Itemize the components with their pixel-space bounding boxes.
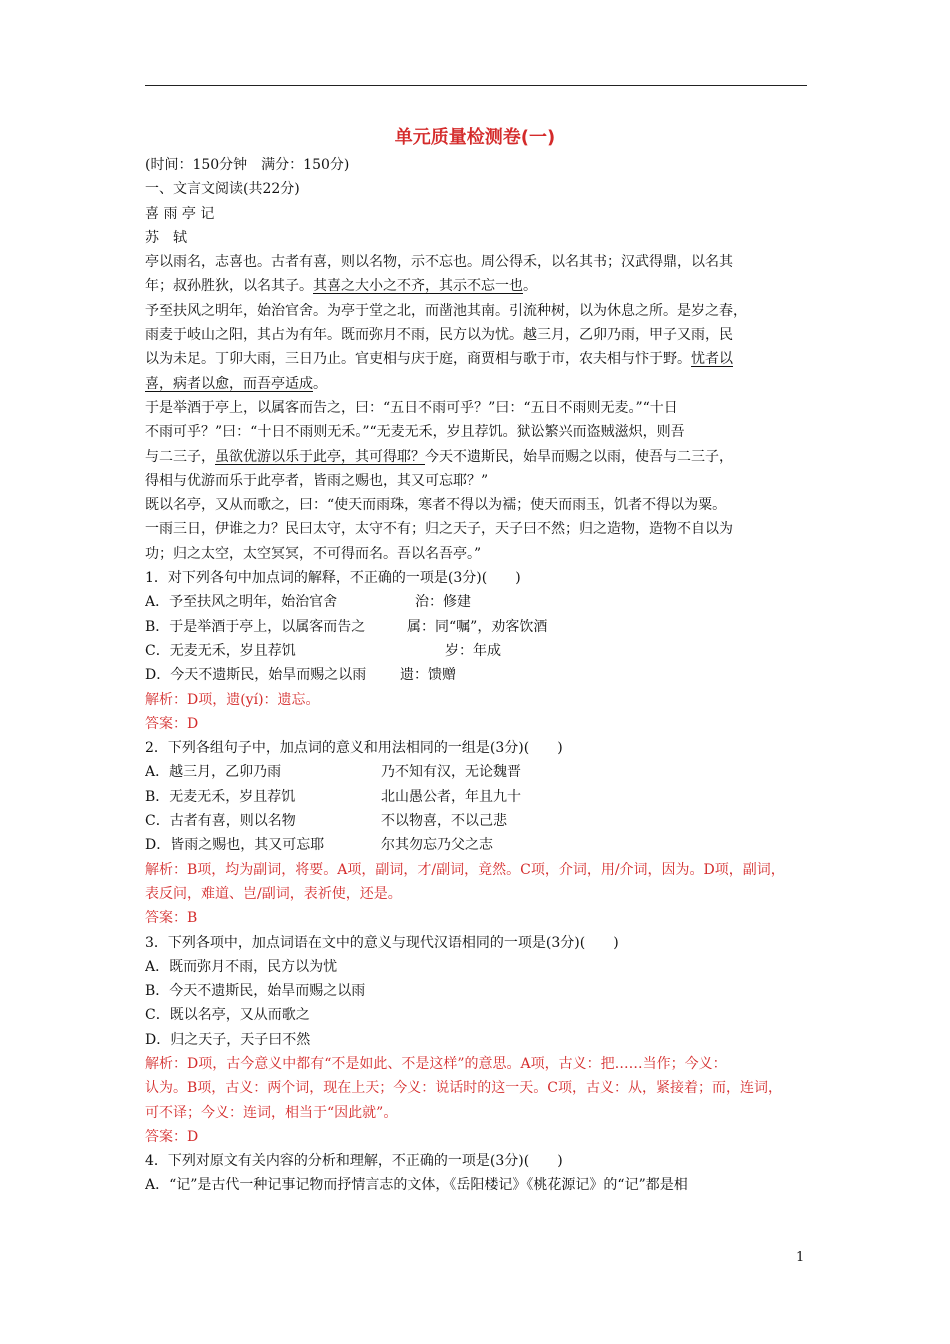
- page-number: 1: [796, 1250, 805, 1265]
- header-rule: [145, 85, 807, 86]
- analysis: 表反问，难道、岂/副词，表祈使，还是。: [145, 885, 402, 902]
- question-option: B．无麦无禾，岁且荐饥 北山愚公者，年且九十: [145, 788, 521, 805]
- question-option: D．今天不遗斯民，始旱而赐之以雨 遗：馈赠: [145, 667, 456, 684]
- question-option: A．越三月，乙卯乃雨 乃不知有汉，无论魏晋: [145, 764, 521, 781]
- question-option: A．予至扶风之明年，始治官舍 治：修建: [145, 594, 471, 611]
- question-1: 1．对下列各句中加点词的解释，不正确的一项是(3分)( ): [145, 570, 521, 587]
- passage-line: 亭以雨名，志喜也。古者有喜，则以名物，示不忘也。周公得禾，以名其书；汉武得鼎，以名其: [145, 254, 733, 271]
- passage-line: 不雨可乎？”曰：“十日不雨则无禾。”“无麦无禾，岁且荐饥。狱讼繁兴而盗贼滋炽，则吾: [145, 424, 685, 441]
- document-body: [145, 153, 809, 1198]
- question-option: C．既以名亭，又从而歌之: [145, 1007, 310, 1024]
- passage-line: 喜，病者以愈，而吾亭适成。: [145, 375, 327, 392]
- question-3: 3．下列各项中，加点词语在文中的意义与现代汉语相同的一项是(3分)( ): [145, 934, 619, 951]
- passage-line: 与二三子，虽欲优游以乐于此亭，其可得耶？今天不遗斯民，始旱而赐之以雨，使吾与二三子，: [145, 448, 733, 465]
- passage-line: 一雨三日，伊谁之力？民曰太守，太守不有；归之天子，天子曰不然；归之造物，造物不自以为: [145, 521, 733, 538]
- question-option: A．既而弥月不雨，民方以为忧: [145, 958, 338, 975]
- analysis: 解析：B项，均为副词，将要。A项，副词，才/副词，竟然。C项，介词，用/介词，因为。D项，副词，: [145, 861, 785, 878]
- answer: 答案：B: [145, 910, 198, 927]
- answer: 答案：D: [145, 715, 199, 732]
- answer: 答案：D: [145, 1128, 199, 1145]
- passage-line: 以为未足。丁卯大雨，三日乃止。官吏相与庆于庭，商贾相与歌于市，农夫相与忭于野。忧者以: [145, 351, 733, 368]
- analysis: 认为。B项，古义：两个词，现在上天；今义：说话时的这一天。C项，古义：从，紧接着；而，连词，: [145, 1080, 782, 1097]
- passage-line: 年；叔孙胜狄，以名其子。其喜之大小之不齐，其示不忘一也。: [145, 278, 537, 295]
- analysis: 可不译；今义：连词，相当于“因此就”。: [145, 1104, 398, 1121]
- question-option: C．无麦无禾，岁且荐饥 岁：年成: [145, 642, 501, 659]
- question-option: D．归之天子，天子曰不然: [145, 1031, 311, 1048]
- question-2: 2．下列各组句子中，加点词的意义和用法相同的一组是(3分)( ): [145, 740, 563, 757]
- question-option: D．皆雨之赐也，其又可忘耶 尔其勿忘乃父之志: [145, 837, 493, 854]
- passage-line: 雨麦于岐山之阳，其占为有年。既而弥月不雨，民方以为忧。越三月，乙卯乃雨，甲子又雨，民: [145, 327, 733, 344]
- analysis: 解析：D项，遗(yí)：遗忘。: [145, 691, 320, 708]
- question-option: C．古者有喜，则以名物 不以物喜，不以己悲: [145, 813, 507, 830]
- passage-line: 功；归之太空，太空冥冥，不可得而名。吾以名吾亭。”: [145, 545, 482, 562]
- exam-info: (时间：150分钟 满分：150分): [145, 157, 350, 173]
- analysis: 解析：D项，古今意义中都有“不是如此、不是这样”的意思。A项，古义：把……当作；今义：: [145, 1055, 727, 1072]
- passage-line: 于是举酒于亭上，以属客而告之，曰：“五日不雨可乎？”曰：“五日不雨则无麦。”“十日: [145, 399, 678, 416]
- question-option: B．今天不遗斯民，始旱而赐之以雨: [145, 983, 366, 1000]
- question-option: B．于是举酒于亭上，以属客而告之 属：同“嘱”，劝客饮酒: [145, 618, 548, 635]
- passage-author: 苏 轼: [145, 229, 187, 246]
- page-title: 单元质量检测卷(一): [394, 127, 556, 148]
- section-heading: 一、文言文阅读(共22分): [145, 181, 300, 198]
- passage-line: 得相与优游而乐于此亭者，皆雨之赐也，其又可忘耶？”: [145, 472, 489, 489]
- passage-line: 既以名亭，又从而歌之，曰：“使天而雨珠，寒者不得以为襦；使天而雨玉，饥者不得以为粟。: [145, 497, 727, 514]
- question-4: 4．下列对原文有关内容的分析和理解，不正确的一项是(3分)( ): [145, 1153, 563, 1170]
- question-option: A．“记”是古代一种记事记物而抒情言志的文体，《岳阳楼记》《桃花源记》的“记”都是相: [145, 1177, 688, 1194]
- passage-title: 喜 雨 亭 记: [145, 205, 215, 222]
- passage-line: 予至扶风之明年，始治官舍。为亭于堂之北，而凿池其南。引流种树，以为休息之所。是岁之春，: [145, 302, 747, 319]
